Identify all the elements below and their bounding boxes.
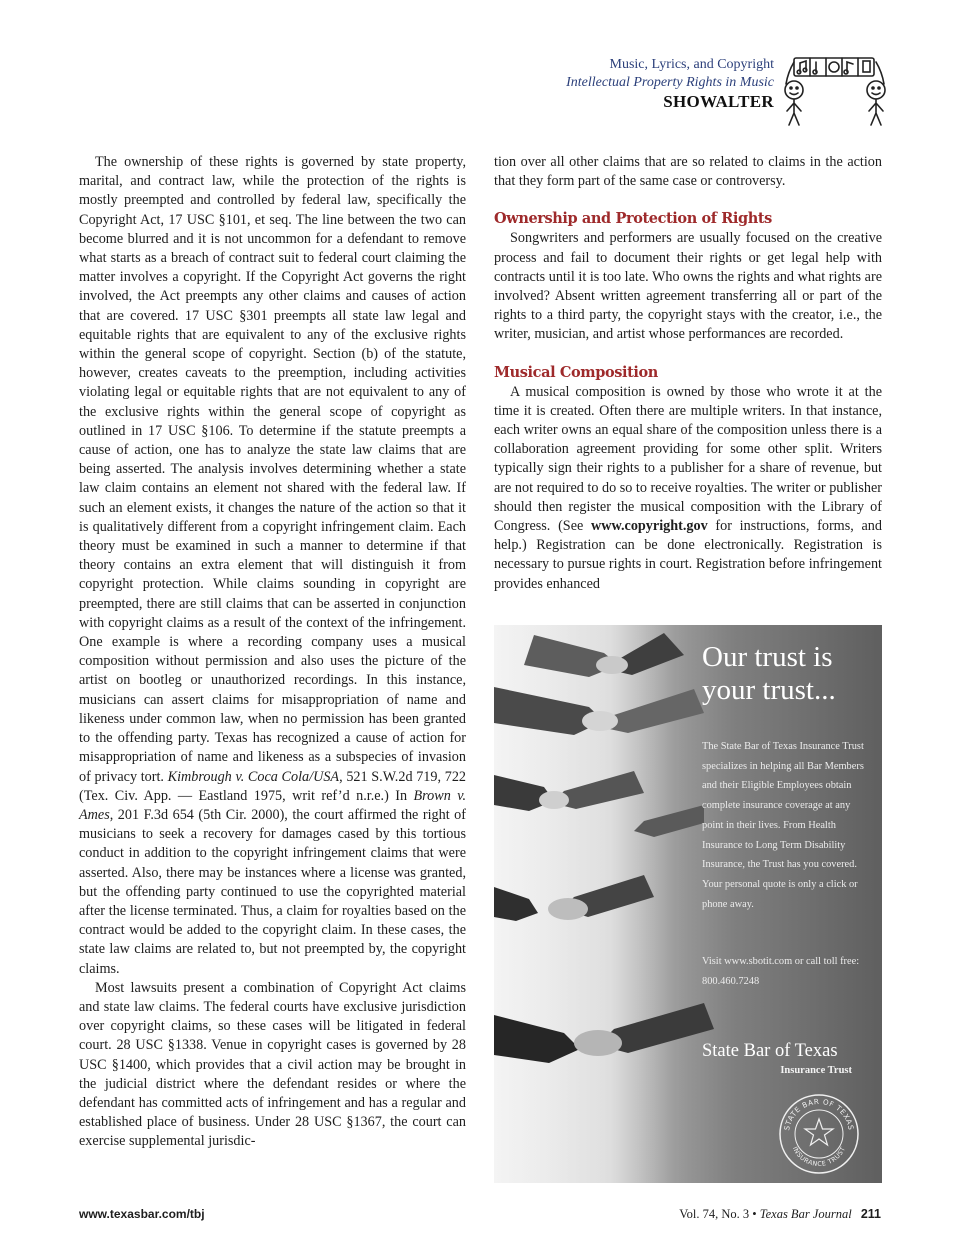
header-author: SHOWALTER bbox=[663, 92, 774, 111]
case-citation: Kimbrough v. Coca Cola/USA bbox=[167, 768, 340, 785]
article-column-left bbox=[79, 153, 466, 1152]
ad-body-text: The State Bar of Texas Insurance Trust specializes in helping all Bar Members and their Eligible Employees obtain complete insurance coverage at any point in their lives. From Health Insurance to Long Term Disability Insurance, the Trust has you covered. Your personal quote is only a click or phone away. bbox=[702, 741, 864, 910]
ad-brand-name: State Bar of Texas bbox=[702, 1041, 838, 1061]
page-number: 211 bbox=[860, 1207, 881, 1221]
section-heading: Musical Composition bbox=[494, 363, 658, 381]
body-paragraph: Most lawsuits present a combination of Copyright Act claims and state law claims. The federal courts have exclusive jurisdiction over copyright claims, so these cases will be litigated in federal court. 28 USC §1338. Venue in copyright cases is governed by 28 USC §1400, which provides that a civil action may be brought in the judicial district where the defendant resides or where the defendant has committed acts of infringement and has a regular and established place of business. Under 28 USC §1367, the court can exercise supplemental jurisdic- bbox=[79, 979, 466, 1150]
footer-issue-info bbox=[679, 1207, 881, 1222]
svg-text:STATE BAR OF TEXAS bbox=[782, 1097, 856, 1131]
insurance-advertisement bbox=[494, 625, 882, 1183]
body-paragraph: Songwriters and performers are usually focused on the creative process and fail to document their rights or get legal help with contracts until it is too late. Who owns the rights and what rights are involved? Absent written agreement transferring all or part of the rights to a third party, the copyright stays with the creator, i.e., the writer, musician, and artist whose performances are recorded. bbox=[494, 230, 882, 343]
footer-journal: Texas Bar Journal bbox=[759, 1207, 852, 1221]
music-column-logo-icon bbox=[780, 46, 890, 128]
article-column-right bbox=[494, 153, 882, 594]
seal-bottom-text: INSURANCE TRUST bbox=[790, 1145, 848, 1169]
seal-top-text: STATE BAR OF TEXAS bbox=[782, 1096, 856, 1132]
body-paragraph: tion over all other claims that are so related to claims in the action that they form part of the same case or controversy. bbox=[494, 154, 882, 190]
header-series-title: Music, Lyrics, and Copyright bbox=[609, 57, 774, 72]
header-subtitle: Intellectual Property Rights in Music bbox=[566, 74, 774, 90]
case-citation: Brown v. Ames bbox=[79, 787, 466, 823]
footer-url[interactable]: www.texasbar.com/tbj bbox=[79, 1207, 205, 1221]
svg-text:INSURANCE TRUST bbox=[791, 1145, 847, 1168]
footer-bullet: • bbox=[752, 1207, 757, 1221]
copyright-link[interactable]: www.copyright.gov bbox=[591, 518, 708, 535]
body-paragraph: The ownership of these rights is governed by state property, marital, and contract law, while the protection of the rights is mostly preempted and controlled by federal law, specifically the Copyright Act, 17 USC §101, et seq. The line between the two can become blurred and it is not uncommon for a defendant to remove what starts as a breach of contract suit to federal court claiming the matter involves a copyright. If the Copyright Act governs the right involved, the Act preempts any other claims and causes of action that are covered. 17 USC §301 preempts all state law legal and equitable rights that are equivalent to any of the exclusive rights within the general scope of copyright. Section (b) of the statute, however, creates caveats to the preemption, including activities violating legal or equitable rights that are not equivalent to any of the exclusive rights within the general scope of copyright as outlined in 17 USC §106. To determine if the statute preempts a cause of action, one has to analyze the state law claims that are being asserted. The analysis involves determining whether a state law claim contains an element not shared with the federal law. If such an element exists, it changes the nature of the action so that it is qualitatively different from a copyright infringement claim. Each theory must be examined in such a manner to determine if that theory contains an extra element that will distinguish it from copyright protection. While claims sounding in copyright are preempted, there are still claims that can be asserted in conjunction with copyright claims as a result of the context of the infringement. One example is where a recording company uses a musical composition without permission and also uses the picture of the artist on bootleg or unauthorized recordings. In this instance, musicians can assert claims for misappropriation of name and likeness under common law, when no permission has been granted to the offending party. Texas has recognized a cause of action for misappropriation of name and likeness as a subspecies of invasion of privacy tort. Kimbrough v. Coca Cola/USA, 521 S.W.2d 719, 722 (Tex. Civ. App. — Eastland 1975, writ ref’d n.r.e.) In Brown v. Ames, 201 F.3d 654 (5th Cir. 2000), the court affirmed the right of musicians to seek a recovery for damages cased by this tortious conduct in addition to the copyright infringement claims that were asserted. Also, there may be instances where a license was granted, but the offending party continued to use the copyrighted material after the license terminated. Thus, a claim for royalties based on the contract would be added to the copyright claim. In these cases, the state law claims are related to, but not preempted by, the copyright claims. bbox=[79, 154, 467, 977]
ad-headline: Our trust is your trust... bbox=[702, 641, 836, 706]
ad-brand-sub: Insurance Trust bbox=[780, 1065, 852, 1076]
footer-issue: Vol. 74, No. 3 bbox=[679, 1207, 750, 1221]
ad-contact-text[interactable]: Visit www.sbotit.com or call toll free: 800.460.7248 bbox=[702, 956, 860, 987]
state-bar-seal-icon bbox=[778, 1093, 860, 1175]
running-header bbox=[566, 56, 774, 112]
body-paragraph: A musical composition is owned by those who wrote it at the time it is created. Often there are multiple writers. In that instance, each writer owns an equal share of the composition unless there is a collaboration agreement providing for some other split. Writers typically sign their rights to a publisher for a share of revenue, but are not required to do so to receive royalties. The writer or publisher should then register the musical composition with the Library of Congress. (See www.copyright.gov for instructions, forms, and help.) Registration can be done electronically. Registration is necessary to pursue rights in court. Registration before infringement provides enhanced bbox=[494, 383, 882, 592]
section-heading: Ownership and Protection of Rights bbox=[494, 210, 772, 228]
